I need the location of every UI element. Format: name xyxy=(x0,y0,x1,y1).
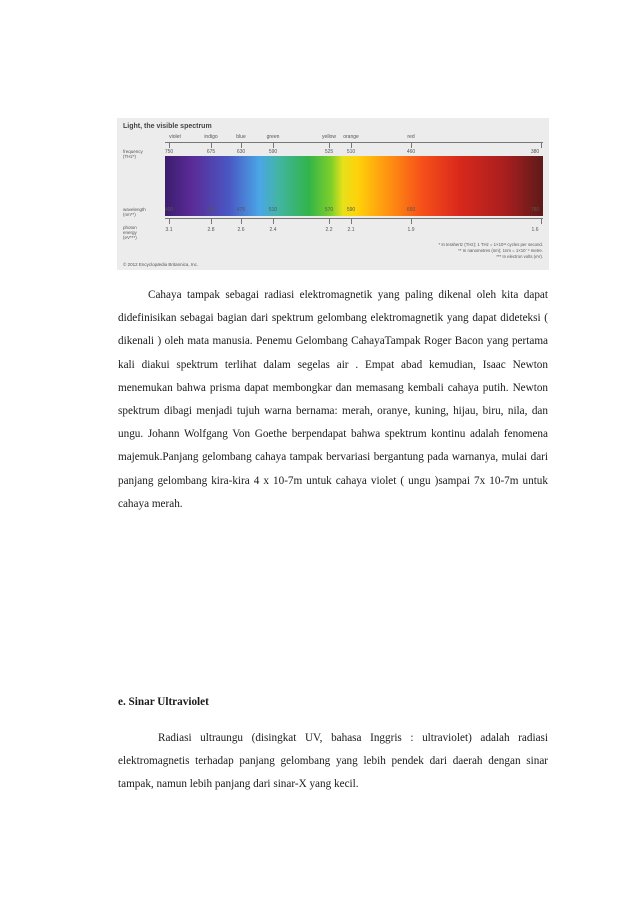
paragraph-line: daerah dengan sinar tampak, namun lebih panjang dari sinar-X yang kecil. xyxy=(118,755,549,791)
axis-tick xyxy=(411,142,412,148)
paragraph-line: yang dapat dideteksi ( dikenali ) oleh mata manusia. Penemu Gelombang xyxy=(118,312,549,348)
figure-note: *** In electron volts (eV). xyxy=(496,254,543,259)
axis-tick xyxy=(329,218,330,224)
frequency-value: 510 xyxy=(346,149,356,155)
wavelength-value: 475 xyxy=(236,207,246,213)
frequency-value: 750 xyxy=(164,149,174,155)
wavelength-value: 590 xyxy=(346,207,356,213)
color-label-orange: orange xyxy=(343,134,359,140)
axis-tick xyxy=(541,218,542,224)
energy-value: 3.1 xyxy=(165,227,173,233)
wavelength-value: 445 xyxy=(206,207,216,213)
axis-tick xyxy=(351,142,352,148)
energy-value: 2.1 xyxy=(347,227,355,233)
wavelength-value: 650 xyxy=(406,207,416,213)
frequency-value: 590 xyxy=(268,149,278,155)
energy-value: 1.6 xyxy=(531,227,539,233)
paragraph-line: adalah fenomena majemuk.Panjang gelombang cahaya tampak bervariasi xyxy=(118,428,548,464)
paragraph-line: dibagi menjadi tujuh warna bernama: merah, oranye, kuning, hijau, biru, nila, dan xyxy=(164,405,548,418)
section-heading: e. Sinar Ultraviolet xyxy=(118,696,209,708)
wavelength-value: 780 xyxy=(530,207,540,213)
photon-energy-label: photon energy (eV***) xyxy=(123,225,137,240)
axis-tick xyxy=(169,218,170,224)
wavelength-value: 510 xyxy=(268,207,278,213)
energy-value: 2.6 xyxy=(237,227,245,233)
frequency-value: 525 xyxy=(324,149,334,155)
axis-tick xyxy=(411,218,412,224)
figure-copyright: © 2012 Encyclopædia Britannica, Inc. xyxy=(123,262,199,267)
color-label-indigo: indigo xyxy=(204,134,218,140)
figure-note: * In terahertz (THz); 1 THz = 1×10¹² cycles per second. xyxy=(438,242,543,247)
axis-tick xyxy=(169,142,170,148)
wavelength-label: wavelength (nm**) xyxy=(123,207,146,217)
frequency-value: 460 xyxy=(406,149,416,155)
paragraph-line: Cahaya tampak sebagai radiasi elektromagnetik yang paling dikenal oleh xyxy=(148,289,497,301)
axis-tick xyxy=(211,142,212,148)
paragraph-visible-light xyxy=(118,284,548,516)
axis-tick xyxy=(541,142,542,148)
color-axis-line xyxy=(165,142,543,143)
visible-spectrum-figure xyxy=(117,118,549,270)
energy-value: 2.4 xyxy=(269,227,277,233)
figure-note: ** In nanometres (nm); 1nm = 1×10⁻⁹ metre. xyxy=(458,248,543,253)
paragraph-line: CahayaTampak Roger Bacon yang pertama kali diakui spektrum terlihat dalam xyxy=(118,335,548,371)
paragraph-line: kita dapat didefinisikan sebagai bagian dari spektrum gelombang elektromagnetik xyxy=(118,289,549,325)
paragraph-line: radiasi elektromagnetis terhadap panjang gelombang yang lebih pendek dari xyxy=(118,732,548,768)
energy-value: 2.2 xyxy=(325,227,333,233)
frequency-value: 675 xyxy=(206,149,216,155)
energy-value: 1.9 xyxy=(407,227,415,233)
paragraph-line: ungu. Johann Wolfgang Von Goethe berpendapat bahwa spektrum kontinu xyxy=(118,428,466,441)
energy-value: 2.8 xyxy=(207,227,215,233)
paragraph-line: bergantung pada warnanya, mulai dari panjang gelombang kira-kira 4 x 10-7m xyxy=(118,451,549,487)
paragraph-line: Radiasi ultraungu (disingkat UV, bahasa Inggris : ultraviolet) adalah xyxy=(158,732,510,744)
axis-tick xyxy=(273,218,274,224)
paragraph-ultraviolet xyxy=(118,727,548,797)
color-label-violet: violet xyxy=(169,134,181,140)
wavelength-value: 400 xyxy=(164,207,174,213)
wavelength-axis-line xyxy=(165,218,543,219)
paragraph-line: segelas air . Empat abad kemudian, Isaac Newton menemukan bahwa prisma xyxy=(118,358,548,394)
axis-tick xyxy=(273,142,274,148)
axis-tick xyxy=(329,142,330,148)
wavelength-value: 570 xyxy=(324,207,334,213)
axis-tick xyxy=(241,142,242,148)
frequency-label: frequency (THz*) xyxy=(123,149,143,159)
color-label-red: red xyxy=(407,134,415,140)
figure-title: Light, the visible spectrum xyxy=(123,123,212,130)
color-label-yellow: yellow xyxy=(322,134,336,140)
paragraph-line: untuk cahaya violet ( ungu )sampai 7x 10-7m untuk cahaya merah. xyxy=(118,474,548,510)
axis-tick xyxy=(211,218,212,224)
color-label-green: green xyxy=(266,134,280,140)
axis-tick xyxy=(351,218,352,224)
frequency-value: 630 xyxy=(236,149,246,155)
color-label-blue: blue xyxy=(236,134,246,140)
paragraph-line: dapat membongkar dan memasang kembali cahaya putih. Newton spektrum xyxy=(118,381,549,418)
frequency-value: 380 xyxy=(530,149,540,155)
axis-tick xyxy=(241,218,242,224)
